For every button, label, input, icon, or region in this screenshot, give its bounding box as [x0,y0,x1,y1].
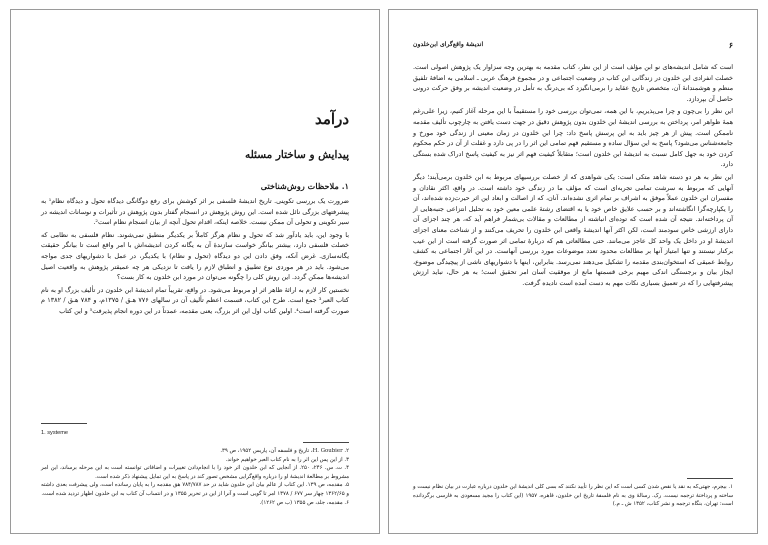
paragraph: این نظر را بی‌چون و چرا می‌پذیریم، با این همه، نمی‌توان بررسی خود را مستقیماً با این مرحله آغاز کنیم، زیرا علی‌رغم همهٔ ظواهر امر، پرداختن به بررسی اندیشهٔ ابن خلدون بدون پژوهش دقیق در جهت دست یافتن به چارچوب تألیف مقدمه ناممکن است. پیش از هر چیز باید به این پرسش پاسخ داد: چرا ابن خلدون در زمان معینی از زندگی خود مورخ و جامعه‌شناس می‌شود؟ پاسخ به این سؤال ساده و مستقیم فهم تمامی این اثر را در پی دارد و غفلت از آن در حکم محکوم کردن خود به جهل کامل نسبت به اندیشهٔ ابن خلدون است؛ متقابلاً کیفیت فهم اثر نیز به کیفیت پاسخ ادراک شده بستگی دارد. [413,107,733,169]
paragraph: نخستین کار لازم به ارائهٔ ظاهر اثر او مربوط می‌شود. در واقع، تقریباً تمام اندیشهٔ ابن خلدون در تألیف بزرگ او به نام کتاب العبر³ جمع است. طرح این کتاب، قسمت اعظم تألیف آن در سالهای ۷۷۶ هـق / ۱۳۷۵م، و ۷۸۴ هـق / ۱۳۸۲ م صورت گرفته است⁴. اولین کتاب اول این اثر بزرگ، یعنی مقدمه، عمدتاً در این دوره انجام پذیرفت⁵ و این کتاب [41,285,349,315]
right-footnotes [413,483,733,509]
footnote: ۲. H. Goubier، تاریخ و فلسفه آن، پاریس ۱۹۵۲، ص ۳۹. [220,448,349,454]
footnote-rule [41,423,87,424]
footnote-rule [303,442,349,443]
paragraph: است که شامل اندیشه‌های نو ابن مؤلف است از این نظر، کتاب مقدمه به بهترین وجه سزاوار یک پژوهش اصولی است. خصلت انفرادی ابن خلدون در زندگانی این کتاب در وضعیت اجتماعی و در مجموع فرهنگ عربی ـ اسلامی به اضافهٔ تلفیق منظم و هوشمندانهٔ آن، متخصص تاریخ عقاید را برمی‌انگیزد که بی‌درنگ به تأمل در وضعیت اندیشه بر وفق حرکت درونی حاصل آن بپردازد. [413,63,733,103]
footnote: ۴. ت. س. ۲۴۶، ۲۵۰. از آنجایی که ابن خلدون اثر خود را با انجام‌دادن تغییرات و اضافاتی توانسته است به این مرحله برساند، این امر مشروط بر مطالعهٔ اندیشهٔ او را درباره واقع‌گرایی مشخص تصور کند در پاسخ به این تمایل پیشنهاد ذکر شده است. [41,465,349,480]
footnote: ۳. از این پس این اثر را به نام کتاب العبر خواهیم خواند. [225,456,349,463]
running-title: اندیشهٔ واقع‌گرای ابن‌خلدون [413,41,484,48]
page-number: ۶ [728,40,733,50]
paragraph: ضرورت یک بررسی تکوینی. تاریخ اندیشهٔ فلسفی بر اثر کوشش برای رفع دوگانگی دیدگاه تحول و دیدگاه نظام¹ به پیشرفتهای بزرگی نائل شده است. این روش پژوهش در انسجام گفتار بدون پژوهش در تأثیرات و نوسانات اندیشه در سیر تکوینی و تحولی آن ممکن نیست. خلاصه اینکه، اقدام تحول آنچه از بیان انسجام نظام است². [41,197,349,227]
footnote: ۱. بیجرم، جهتی‌که به نقد یا نقص شدن کسی است که این نظر را تأیید نکنند که بسی کلی اندیشهٔ این خلدون درباره عبارت در بیان نظام نیست و ساخته و پرداختهٔ ترجمه نیست. رک. رسالهٔ وی به نام فلسفهٔ تاریخ ابن خلدون، قاهره، ۱۹۵۷ (این کتاب را مجید مسعودی به فارسی برگردانده است: تهران، بنگاه ترجمه و نشر کتاب، ۱۳۵۲ ش ـ م.) [413,484,733,508]
paragraph: با وجود این، باید یادآور شد که تحول و نظام هرگز کاملاً بر یکدیگر منطبق نمی‌شوند. نظام فلسفی به نظامی که خصلت فلسفی دارد، بیشتر بیانگر خواست سازندهٔ آن به یگانه کردن اندیشه‌اش با امر واقع است تا بیانگر حقیقت یگانه‌سازی. غرض آنکه، وفق دادن این دو دیدگاه (تحول و نظام) با یکدیگر، در عمل با دشواریهای جدی مواجه می‌شود. باید در هر موردی نوع تطبیق و انطباق لازم را یافت تا نزدیکی هر چه عمیقتر پژوهش به واقعیت اصیل اندیشه‌ها ممکن گردد. این روش کلی را چگونه می‌توان در مورد ابن خلدون به کار بست؟ [41,230,349,282]
footnote: ۶. مقدمه، جلد، ص ۱۳۵۵ (ب ص ۱۲۶۲). [259,499,349,506]
left-page [10,9,380,534]
chapter-title: درآمد [315,110,349,128]
footnote: ۵. مقدمه، ص ۱۳۹. این کتاب از عالم بیان ابن خلدون شاید در حد ۷۸۴/۷۸۷ هق مقدمه را به پایان رسانده است، ولی پیشرفت بعدی داشته و ۱۳۶۲/۶۵ چهار سر ۶۷۷ / ۱۳۷۸ امر تا گویی است و آنرا از این در تحریر ۱۳۵۵ و در انتساب آن کتاب به ابن خلدون اظهار تردید شده است. [41,482,349,497]
left-body-text [41,196,349,317]
left-footnotes [41,447,349,507]
footnote-rule [687,478,733,479]
right-body-text [413,62,733,288]
subsection-title: ۱. ملاحظات روش‌شناختی [260,181,349,191]
section-title: پیدایش و ساختار مسئله [244,149,349,161]
paragraph: این نظر به هر دو دسته شاهد متکی است: یکی شواهدی که از خصلت بررسیهای مربوط به ابن خلدون برمی‌آیند؛ دیگر آنهایی که مربوط به سرشت تمامی تجربه‌ای است که مؤلف ما در زندگی خود داشته است. در واقع، اکثر نقادان و مفسران ابن خلدون عملاً موفق به اشراف بر تمام اثری نشده‌اند. آنان، که از اصالت و ابعاد این اثر حیرت‌زده شده‌اند، آن را یکپارچه‌گرا انگاشته‌اند و بر حسب علایق خاص خود یا به اقتضای رشتهٔ علمی معین خود به تحلیل انتزاعی جنبه‌هایی از آن پرداخته‌اند. نتیجه آن شده است که توده‌ای انباشته از مطالعات و مقالات بی‌شمار فراهم آید که، هر چند اجزای آن دارای ارزشی خاص سودمند است، لکن اکثر آنها اندیشهٔ واقعی ابن خلدون را تحریف می‌کنند و از شناخت معنای اجزای اندیشهٔ او در داخل یک واحد کل عاجز می‌مانند. حتی مطالعاتی هم که دربارهٔ تمامی اثر صورت گرفته است از این عیب برکنار نیستند و تنها امتیاز آنها بر مطالعات محدود تعدد موضوعات مورد بررسی آنهاست. در این آثار اجتماعی به کشف روابط عمیقی که استخوان‌بندی مقدمه را تشکیل می‌دهند نمی‌رسد. بنابراین، اینها با دشواریهای ناشی از پیچیدگی موضوع، ایجاز بیان و برجستگی اندکی مهیم برخی قسمتها مانع از موفقیت آسان امر تحقیق است؛ به هر حال، نباید ارزش پیشرفتهایی را که در تعمیق بسیاری نکات مهم به دست آمده است نادیده گرفت. [413,172,733,287]
right-page [388,9,758,534]
english-footnote: 1. systeme [41,430,69,436]
running-header [413,40,733,52]
